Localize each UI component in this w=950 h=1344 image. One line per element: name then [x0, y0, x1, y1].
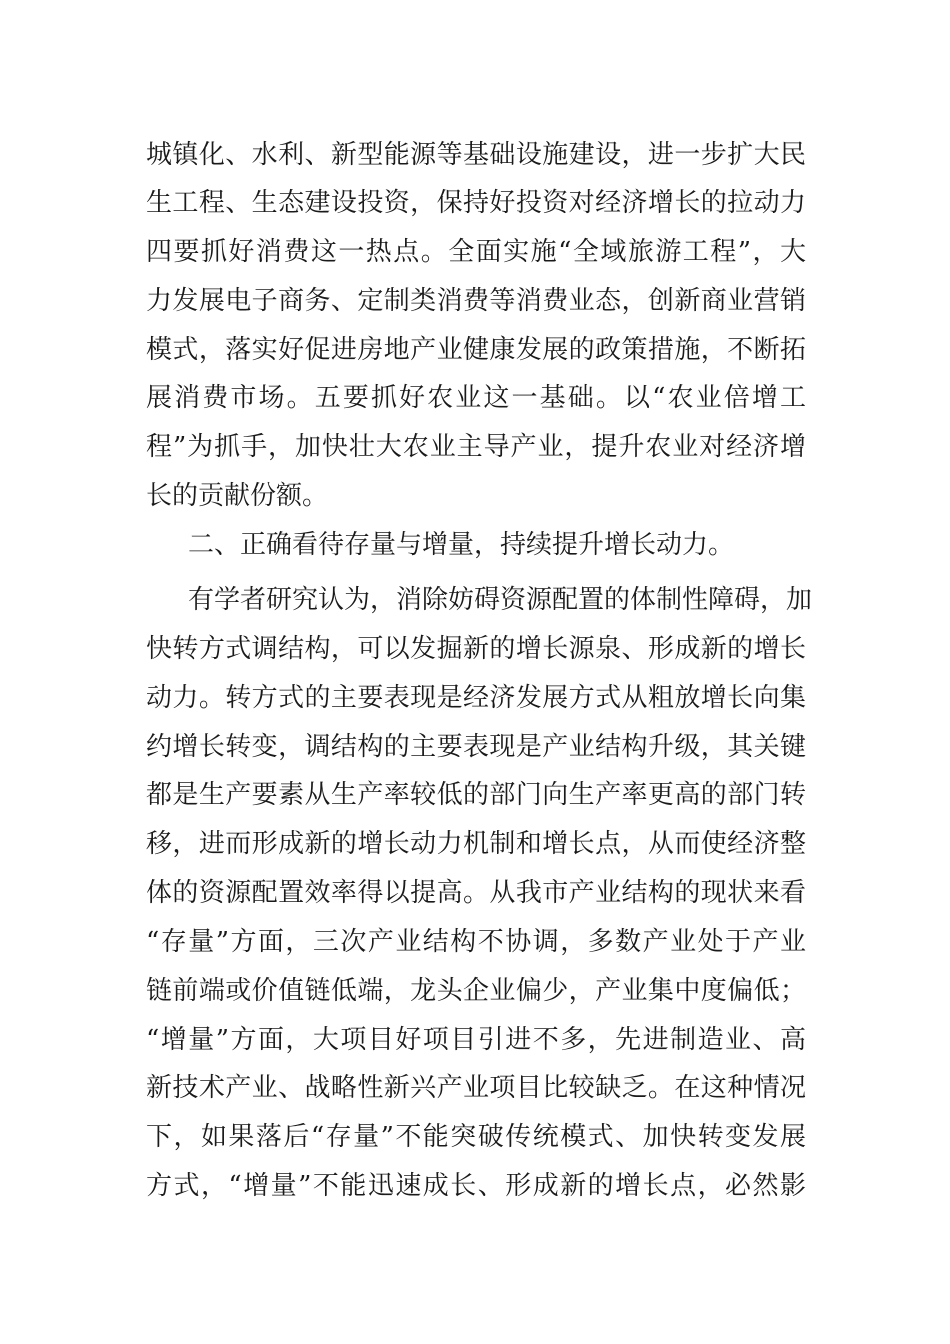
text-line-paragraph-end: 长的贡献份额。 — [146, 481, 329, 511]
text-line: 模式，落实好促进房地产业健康发展的政策措施，不断拓 — [146, 335, 806, 365]
text-line: 快转方式调结构，可以发掘新的增长源泉、形成新的增长 — [146, 634, 806, 664]
text-line: 四要抓好消费这一热点。全面实施“全域旅游工程”，大 — [146, 237, 806, 267]
text-line: 移，进而形成新的增长动力机制和增长点，从而使经济整 — [146, 829, 806, 859]
text-line: 动力。转方式的主要表现是经济发展方式从粗放增长向集 — [146, 683, 806, 713]
text-line: 下，如果落后“存量”不能突破传统模式、加快转变发展 — [146, 1122, 806, 1152]
text-line: 展消费市场。五要抓好农业这一基础。以“农业倍增工 — [146, 383, 806, 413]
text-line: 新技术产业、战略性新兴产业项目比较缺乏。在这种情况 — [146, 1073, 806, 1103]
text-line: 程”为抓手，加快壮大农业主导产业，提升农业对经济增 — [146, 432, 806, 462]
text-line: 城镇化、水利、新型能源等基础设施建设，进一步扩大民 — [146, 140, 806, 170]
text-line: 体的资源配置效率得以提高。从我市产业结构的现状来看 — [146, 878, 806, 908]
text-line: “存量”方面，三次产业结构不协调，多数产业处于产业 — [146, 927, 806, 957]
text-line-paragraph-start: 有学者研究认为，消除妨碍资源配置的体制性障碍，加 — [188, 585, 813, 615]
text-line: 方式，“增量”不能迅速成长、形成新的增长点，必然影 — [146, 1171, 806, 1201]
text-line: 链前端或价值链低端，龙头企业偏少，产业集中度偏低； — [146, 976, 806, 1006]
text-line: “增量”方面，大项目好项目引进不多，先进制造业、高 — [146, 1025, 806, 1055]
text-line: 力发展电子商务、定制类消费等消费业态，创新商业营销 — [146, 286, 806, 316]
text-line: 都是生产要素从生产率较低的部门向生产率更高的部门转 — [146, 780, 806, 810]
text-line: 约增长转变，调结构的主要表现是产业结构升级，其关键 — [146, 732, 806, 762]
section-heading: 二、正确看待存量与增量，持续提升增长动力。 — [188, 530, 735, 560]
text-line: 生工程、生态建设投资，保持好投资对经济增长的拉动力 — [146, 188, 806, 218]
